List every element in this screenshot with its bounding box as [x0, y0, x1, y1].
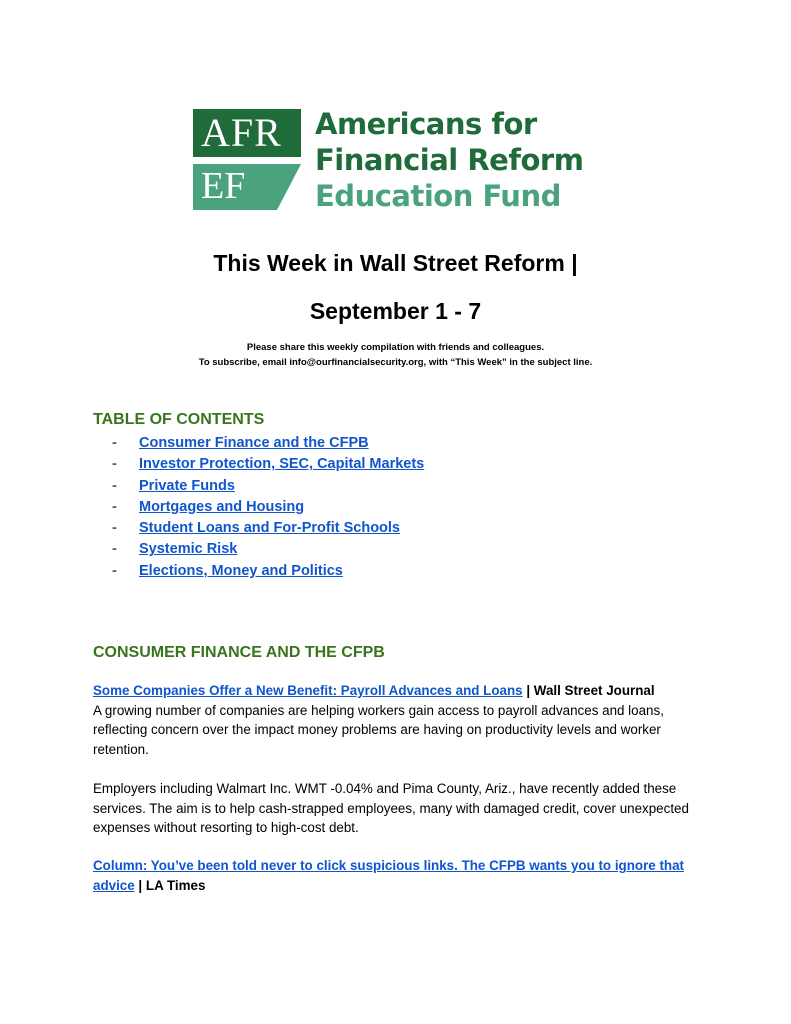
- logo-ef-text: EF: [201, 165, 246, 207]
- subscribe-note: To subscribe, email info@ourfinancialsecurity.org, with “This Week” in the subject line.: [198, 357, 593, 368]
- share-note: Please share this weekly compilation with friends and colleagues.: [246, 342, 545, 353]
- toc-item: [112, 563, 424, 584]
- toc-bullet: -: [112, 520, 117, 537]
- logo-wordmark: [315, 106, 583, 214]
- logo-line-2: Financial Reform: [315, 143, 584, 177]
- page-date-range: September 1 - 7: [309, 298, 482, 324]
- toc-bullet: -: [112, 498, 117, 515]
- toc-link-student-loans[interactable]: Student Loans and For-Profit Schools: [139, 520, 400, 537]
- toc-link-elections[interactable]: Elections, Money and Politics: [139, 562, 343, 579]
- toc-item: [112, 541, 424, 562]
- toc-bullet: -: [112, 541, 117, 558]
- logo-mark: [193, 109, 301, 210]
- toc-item: [112, 435, 424, 456]
- toc-bullet: -: [112, 477, 117, 494]
- toc-bullet: -: [112, 562, 117, 579]
- toc-bullet: -: [112, 456, 117, 473]
- toc-item: [112, 520, 424, 541]
- toc-link-consumer-finance[interactable]: Consumer Finance and the CFPB: [139, 435, 369, 451]
- toc-item: [112, 456, 424, 477]
- article-2-source: | LA Times: [134, 877, 206, 893]
- article-1: [93, 681, 698, 759]
- toc-item: [112, 478, 424, 499]
- article-1-source: | Wall Street Journal: [522, 683, 655, 698]
- toc-heading: TABLE OF CONTENTS: [93, 411, 265, 428]
- toc-link-investor-protection[interactable]: Investor Protection, SEC, Capital Markets: [139, 456, 425, 473]
- toc-list: [112, 435, 424, 584]
- article-2-headline-link[interactable]: Column: You’ve been told never to click suspicious links. The CFPB wants you to ignore that advice: [93, 858, 685, 893]
- article-1-body-2: Employers including Walmart Inc. WMT -0.04% and Pima County, Ariz., have recently added these services. The aim is to help cash-strapped employees, many with damaged credit, cover unexpected expenses without resorting to high-cost debt.: [93, 781, 689, 835]
- logo-line-3: Education Fund: [315, 179, 561, 213]
- toc-bullet: -: [112, 435, 117, 451]
- article-2: [93, 856, 698, 895]
- article-1-body: A growing number of companies are helping workers gain access to payroll advances and loans, reflecting concern over the impact money problems are having on productivity levels and worker retention.: [93, 702, 664, 757]
- section-heading-consumer-finance: CONSUMER FINANCE AND THE CFPB: [93, 644, 385, 661]
- afr-logo: [193, 109, 593, 211]
- toc-link-systemic-risk[interactable]: Systemic Risk: [139, 541, 238, 558]
- toc-link-private-funds[interactable]: Private Funds: [139, 477, 235, 494]
- logo-afr-box: [193, 109, 301, 157]
- page-title: This Week in Wall Street Reform |: [213, 250, 578, 276]
- article-1-headline-link[interactable]: Some Companies Offer a New Benefit: Payroll Advances and Loans: [93, 683, 523, 698]
- logo-ef-box: [193, 164, 301, 210]
- logo-line-1: Americans for: [315, 107, 537, 141]
- toc-item: [112, 499, 424, 520]
- logo-afr-text: AFR: [201, 110, 282, 155]
- toc-link-mortgages[interactable]: Mortgages and Housing: [139, 498, 305, 515]
